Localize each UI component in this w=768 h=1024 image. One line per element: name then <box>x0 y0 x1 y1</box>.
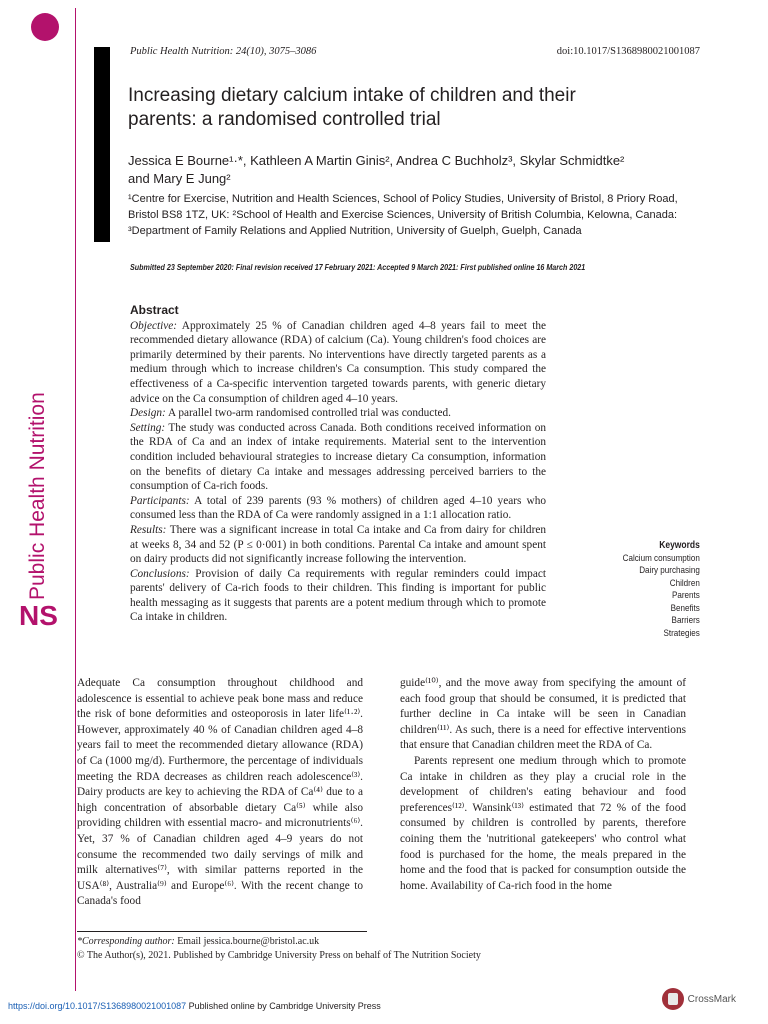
abstract-participants <box>130 494 546 523</box>
journal-citation: Public Health Nutrition: 24(10), 3075–3086 <box>130 46 317 57</box>
crossmark-label: CrossMark <box>687 993 736 1005</box>
keywords <box>623 540 700 640</box>
ns-logo-icon: NS <box>19 600 58 631</box>
corresponding-email: Email jessica.bourne@bristol.ac.uk <box>177 936 320 947</box>
abstract-label: Setting: <box>130 421 166 434</box>
abstract-label: Design: <box>130 407 166 420</box>
published-online: Published online by Cambridge University Press <box>188 1001 381 1011</box>
title-accent-bar <box>94 47 110 242</box>
abstract-text: A parallel two-arm randomised controlled trial was conducted. <box>167 407 451 420</box>
abstract-text: A total of 239 parents (93 % mothers) of children aged 4–10 years who consumed less than the RDA of Ca were randomly assigned in a 1:1 allocation ratio. <box>130 494 546 522</box>
author-list <box>128 152 688 188</box>
abstract-text: Approximately 25 % of Canadian children aged 4–8 years fail to meet the recommended dietary allowance (RDA) of calcium (Ca). Young children's food choices are primarily determined by their parents. No interventions have directly targeted parents as a medium through which to increase children's Ca consumption. This study compared the effectiveness of a Ca-specific intervention targeted towards parents, with generic dietary advice on the Ca consumption of children aged 4–10 years. <box>130 319 547 405</box>
authors-line: and Mary E Jung² <box>128 171 231 186</box>
keyword-item: Barriers <box>671 615 700 626</box>
copyright: © The Author(s), 2021. Published by Cambridge University Press on behalf of The Nutrition Society <box>77 950 481 961</box>
accent-rule <box>75 8 76 991</box>
abstract-text: There was a significant increase in total Ca intake and Ca from dairy for children at weeks 8, 34 and 52 (P ≤ 0·001) in both conditions. Parental Ca intake and amount spent on dairy products did not significantly increase following the intervention. <box>130 523 546 566</box>
keyword-item: Calcium consumption <box>622 552 700 564</box>
abstract-heading: Abstract <box>130 303 179 317</box>
doi-link[interactable]: https://doi.org/10.1017/S1368980021001087 <box>8 1001 187 1011</box>
footnote-divider <box>77 931 367 932</box>
crossmark-button[interactable] <box>662 988 736 1010</box>
abstract-label: Objective: <box>130 319 178 332</box>
keyword-item: Benefits <box>670 602 700 614</box>
society-logo-icon <box>31 13 59 41</box>
publication-footer <box>8 1001 381 1011</box>
abstract-design <box>130 406 546 421</box>
footnote-label: *Corresponding author: <box>77 936 175 947</box>
crossmark-icon <box>662 988 684 1010</box>
abstract-conclusions <box>130 567 546 625</box>
body-column-left <box>77 676 363 910</box>
body-paragraph: Adequate Ca consumption throughout childhood and adolescence is essential to achieve peak bone mass and reduce the risk of bone deformities and osteoporosis in later life⁽¹·²⁾. However, approximately 40 % of Canadian children aged 4–8 years fail to meet the recommended dietary allowance (RDA) of Ca (1000 mg/d). Furthermore, the percentage of individuals meeting the RDA decreases as children reach adolescence⁽³⁾. Dairy products are key to achieving the RDA of Ca⁽⁴⁾ due to a high concentration of absorbable dietary Ca⁽⁵⁾ while also providing children with essential macro- and micronutrients⁽⁶⁾. Yet, 37 % of Canadian children aged 4–9 years do not consume the recommended two daily servings of milk and milk alternatives⁽⁷⁾, with similar patterns reported in the USA⁽⁸⁾, Australia⁽⁹⁾ and Europe⁽⁶⁾. With the recent change to Canada's food <box>77 677 363 908</box>
keywords-heading: Keywords <box>659 540 700 551</box>
abstract-results <box>130 523 546 567</box>
abstract-label: Participants: <box>130 494 190 507</box>
abstract <box>130 303 546 625</box>
abstract-text: The study was conducted across Canada. Both conditions received information on the RDA of Ca and an index of intake requirements. Material sent to the intervention condition included behavioural strategies to increase dietary Ca consumption, information on the benefits of dietary Ca intake and messages addressing perceived barriers to the consumption of Ca-rich foods. <box>130 421 546 493</box>
authors-line: Jessica E Bourne¹·*, Kathleen A Martin Ginis², Andrea C Buchholz³, Skylar Schmidtke² <box>128 153 625 168</box>
journal-name: Public Health Nutrition <box>26 392 49 600</box>
footnotes <box>77 935 697 963</box>
body-column-right <box>400 676 686 894</box>
abstract-setting <box>130 421 546 494</box>
abstract-label: Conclusions: <box>130 567 190 580</box>
abstract-objective <box>130 319 546 407</box>
article-title: Increasing dietary calcium intake of children and their parents: a randomised controlled trial <box>128 85 576 130</box>
body-paragraph: Parents represent one medium through which to promote Ca intake in children as they play a crucial role in the development of children's eating behaviour and food preferences⁽¹²⁾. Wansink⁽¹³⁾ estimated that 72 % of the food consumed by children is controlled by parents, therefore coining them the 'nutritional gatekeepers' who control what food is purchased for the home, the meals prepared in the home and the food that is packed for consumption outside the home. Availability of Ca-rich food in the home <box>400 754 686 892</box>
body-paragraph: guide⁽¹⁰⁾, and the move away from specifying the amount of each food group that should be consumed, it is predicted that further decline in Ca intake will be seen in Canadian children⁽¹¹⁾. As such, there is a need for effective interventions that ensure that Canadian children meet the RDA of Ca. <box>400 677 686 752</box>
corresponding-author <box>77 935 697 949</box>
abstract-text: Provision of daily Ca requirements with regular reminders could impact parents' delivery of Ca-rich foods to their children. This finding is important for public health messaging as it suggests that parents are a potent medium through which to promote Ca intake in children. <box>130 567 546 624</box>
keyword-item: Strategies <box>663 627 700 639</box>
keyword-item: Dairy purchasing <box>639 565 700 576</box>
submission-dates: Submitted 23 September 2020: Final revision received 17 February 2021: Accepted 9 March 2021: First published online 16 March 2021 <box>130 262 586 272</box>
keyword-item: Parents <box>672 590 700 601</box>
keyword-item: Children <box>669 577 700 589</box>
abstract-label: Results: <box>130 523 167 536</box>
doi-header: doi:10.1017/S1368980021001087 <box>556 46 700 57</box>
affiliations: ¹Centre for Exercise, Nutrition and Health Sciences, School of Policy Studies, University of Bristol, 8 Priory Road, Bristol BS8 1TZ, UK: ²School of Health and Exercise Sciences, University of British Columbia, Kelowna, Canada: ³Department of Family Relations and Applied Nutrition, University of Guelph, Guelph, Canada <box>128 193 678 237</box>
